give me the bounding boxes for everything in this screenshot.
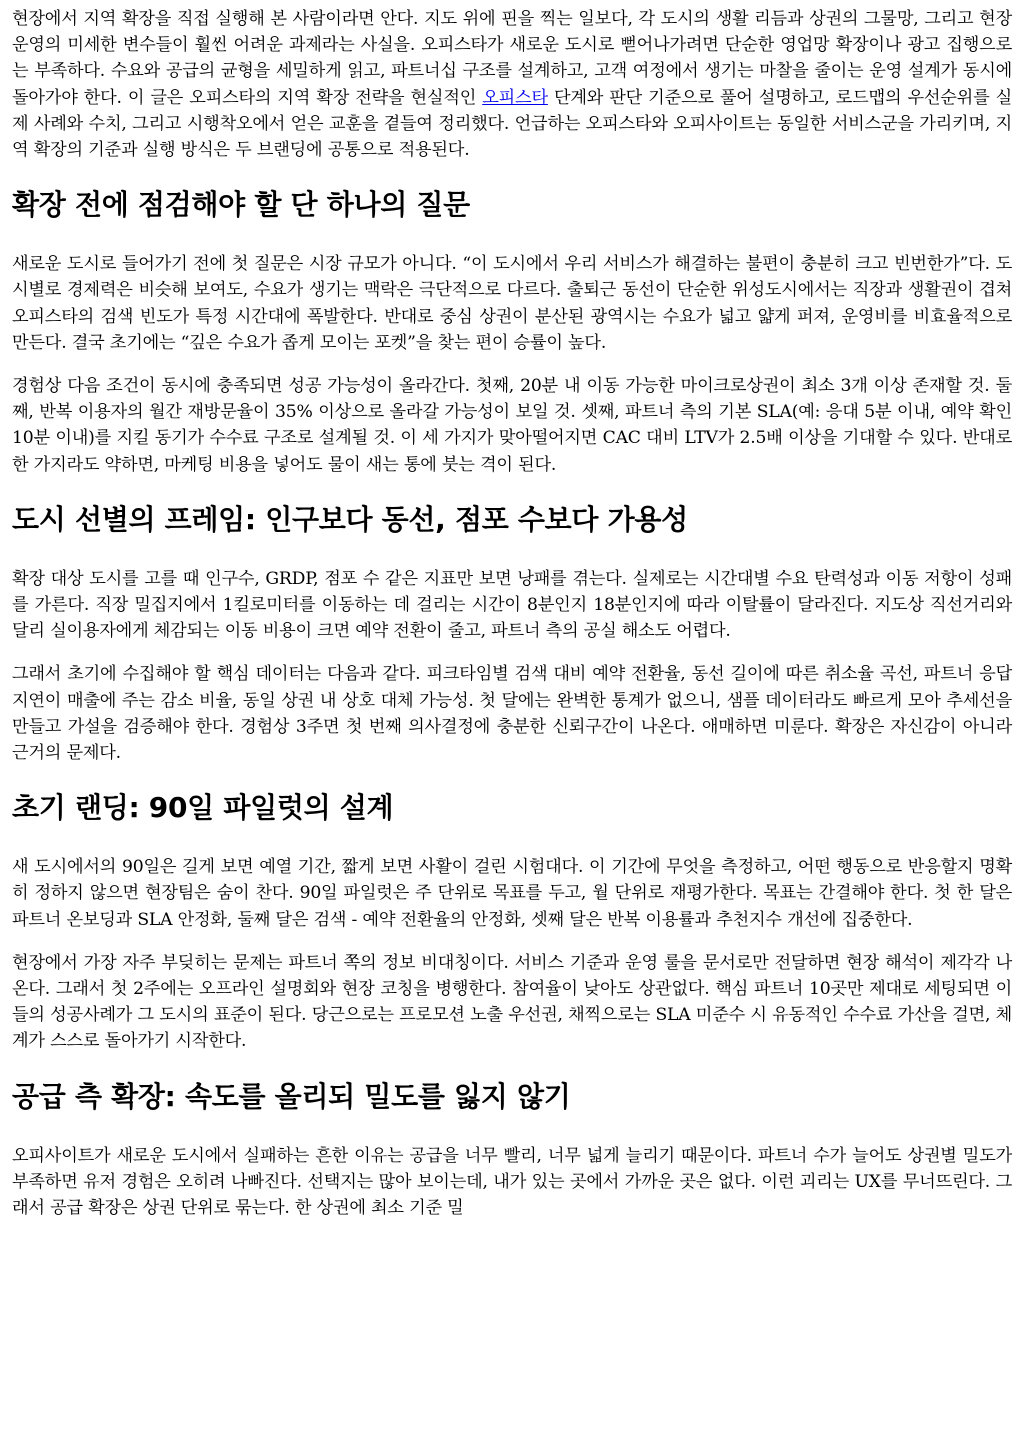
- section-paragraph: 확장 대상 도시를 고를 때 인구수, GRDP, 점포 수 같은 지표만 보면 낭패를 겪는다. 실제로는 시간대별 수요 탄력성과 이동 저항이 성패를 가른다. 직장 밀집지에서 1킬로미터를 이동하는 데 걸리는 시간이 8분인지 18분인지에 따라 이탈률이 달라진다. 지도상 직선거리와 달리 실이용자에게 체감되는 이동 비용이 크면 예약 전환이 줄고, 파트너 측의 공실 해소도 어렵다.: [12, 568, 1012, 642]
- section-paragraph: 현장에서 가장 자주 부딪히는 문제는 파트너 쪽의 정보 비대칭이다. 서비스 기준과 운영 룰을 문서로만 전달하면 현장 해석이 제각각 나온다. 그래서 첫 2주에는 오프라인 설명회와 현장 코칭을 병행한다. 참여율이 낮아도 상관없다. 핵심 파트너 10곳만 제대로 세팅되면 이들의 성공사례가 그 도시의 표준이 된다. 당근으로는 프로모션 노출 우선권, 채찍으로는 SLA 미준수 시 유동적인 수수료 가산을 걸면, 체계가 스스로 돌아가기 시작한다.: [12, 952, 1012, 1052]
- opista-link[interactable]: 오피스타: [482, 87, 548, 108]
- section-heading-supply-expansion: 공급 측 확장: 속도를 올리되 밀도를 잃지 않기: [12, 1079, 571, 1113]
- intro-text-before-link: 현장에서 지역 확장을 직접 실행해 본 사람이라면 안다. 지도 위에 핀을 찍는 일보다, 각 도시의 생활 리듬과 상권의 그물망, 그리고 현장 운영의 미세한 변수들이 훨씬 어려운 과제라는 사실을. 오피스타가 새로운 도시로 뻗어나가려면 단순한 영업망 확장이나 광고 집행으로는 부족하다. 수요와 공급의 균형을 세밀하게 읽고, 파트너십 구조를 설계하고, 고객 여정에서 생기는 마찰을 줄이는 운영 설계가 동시에 돌아가야 한다. 이 글은 오피스타의 지역 확장 전략을 현실적인: [12, 9, 1012, 108]
- section-paragraph: 경험상 다음 조건이 동시에 충족되면 성공 가능성이 올라간다. 첫째, 20분 내 이동 가능한 마이크로상권이 최소 3개 이상 존재할 것. 둘째, 반복 이용자의 월간 재방문율이 35% 이상으로 올라갈 가능성이 보일 것. 셋째, 파트너 측의 기본 SLA(예: 응대 5분 이내, 예약 확인 10분 이내)를 지킬 동기가 수수료 구조로 설계될 것. 이 세 가지가 맞아떨어지면 CAC 대비 LTV가 2.5배 이상을 기대할 수 있다. 반대로 한 가지라도 약하면, 마케팅 비용을 넣어도 물이 새는 통에 붓는 격이 된다.: [12, 376, 1012, 475]
- section-paragraph: 새 도시에서의 90일은 길게 보면 예열 기간, 짧게 보면 사활이 걸린 시험대다. 이 기간에 무엇을 측정하고, 어떤 행동으로 반응할지 명확히 정하지 않으면 현장팀은 숨이 찬다. 90일 파일럿은 주 단위로 목표를 두고, 월 단위로 재평가한다. 목표는 간결해야 한다. 첫 한 달은 파트너 온보딩과 SLA 안정화, 둘째 달은 검색 - 예약 전환율의 안정화, 셋째 달은 반복 이용률과 추천지수 개선에 집중한다.: [12, 857, 1012, 930]
- section-paragraph: 오피사이트가 새로운 도시에서 실패하는 흔한 이유는 공급을 너무 빨리, 너무 넓게 늘리기 때문이다. 파트너 수가 늘어도 상권별 밀도가 부족하면 유저 경험은 오히려 나빠진다. 선택지는 많아 보이는데, 내가 있는 곳에서 가까운 곳은 없다. 이런 괴리는 UX를 무너뜨린다. 그래서 공급 확장은 상권 단위로 묶는다. 한 상권에 최소 기준 밀: [12, 1145, 1012, 1219]
- section-heading-key-question: 확장 전에 점검해야 할 단 하나의 질문: [12, 188, 470, 222]
- section-heading-city-selection: 도시 선별의 프레임: 인구보다 동선, 점포 수보다 가용성: [12, 502, 688, 536]
- intro-text-after-link: 단계와 판단 기준으로 풀어 설명하고, 로드맵의 우선순위를 실제 사례와 수치, 그리고 시행착오에서 얻은 교훈을 곁들여 정리했다. 언급하는 오피스타와 오피사이트는 동일한 서비스군을 가리키며, 지역 확장의 기준과 실행 방식은 두 브랜딩에 공통으로 적용된다.: [12, 87, 1012, 161]
- section-paragraph: 그래서 초기에 수집해야 할 핵심 데이터는 다음과 같다. 피크타임별 검색 대비 예약 전환율, 동선 길이에 따른 취소율 곡선, 파트너 응답 지연이 매출에 주는 감소 비율, 동일 상권 내 상호 대체 가능성. 첫 달에는 완벽한 통계가 없으니, 샘플 데이터라도 빠르게 모아 추세선을 만들고 가설을 검증해야 한다. 경험상 3주면 첫 번째 의사결정에 충분한 신뢰구간이 나온다. 애매하면 미룬다. 확장은 자신감이 아니라 근거의 문제다.: [12, 664, 1012, 764]
- section-paragraph: 새로운 도시로 들어가기 전에 첫 질문은 시장 규모가 아니다. “이 도시에서 우리 서비스가 해결하는 불편이 충분히 크고 빈번한가”다. 도시별로 경제력은 비슷해 보여도, 수요가 생기는 맥락은 극단적으로 다르다. 출퇴근 동선이 단순한 위성도시에서는 직장과 생활권이 겹쳐 오피스타의 검색 빈도가 특정 시간대에 폭발한다. 반대로 중심 상권이 분산된 광역시는 수요가 넓고 얇게 퍼져, 운영비를 비효율적으로 만든다. 결국 초기에는 “깊은 수요가 좁게 모이는 포켓”을 찾는 편이 승률이 높다.: [12, 254, 1012, 353]
- section-heading-pilot: 초기 랜딩: 90일 파일럿의 설계: [12, 791, 394, 825]
- intro-paragraph: [12, 6, 1012, 163]
